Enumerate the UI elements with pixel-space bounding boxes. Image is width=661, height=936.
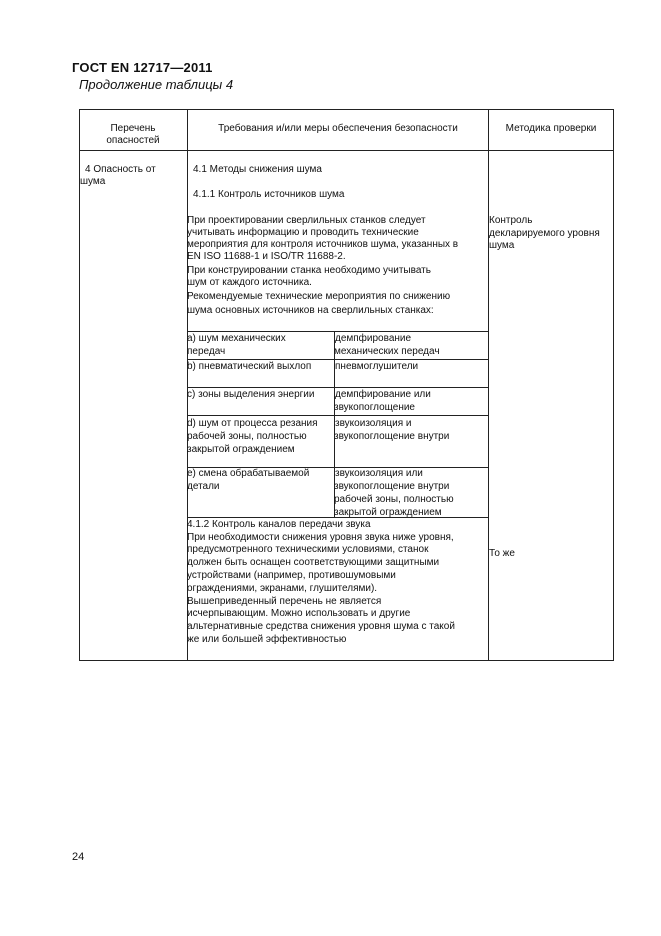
method-text: шума bbox=[489, 240, 515, 251]
page-number: 24 bbox=[72, 851, 85, 863]
table-header-divider bbox=[79, 150, 614, 151]
paragraph-line: ограждениями, экранами, глушителями). bbox=[187, 583, 378, 594]
section-heading-4-1-2: 4.1.2 Контроль каналов передачи звука bbox=[187, 519, 371, 530]
noise-measure: механических передач bbox=[334, 346, 440, 357]
paragraph-line: EN ISO 11688-1 и ISO/TR 11688-2. bbox=[187, 251, 346, 262]
section-heading-4-1: 4.1 Методы снижения шума bbox=[193, 164, 322, 175]
method-text: То же bbox=[489, 548, 515, 559]
document-title: ГОСТ EN 12717—2011 bbox=[72, 60, 213, 75]
noise-measure: закрытой ограждением bbox=[334, 507, 442, 518]
method-text: Контроль bbox=[489, 215, 533, 226]
noise-source: е) смена обрабатываемой bbox=[187, 468, 310, 479]
paragraph-line: шум от каждого источника. bbox=[187, 277, 312, 288]
paragraph-line: Рекомендуемые технические мероприятия по снижению bbox=[187, 291, 451, 302]
column-divider-2 bbox=[488, 109, 489, 661]
paragraph-line: альтернативные средства снижения уровня шума с такой bbox=[187, 621, 455, 632]
subtable-line bbox=[187, 331, 488, 332]
noise-measure: демпфирование или bbox=[335, 389, 431, 400]
paragraph-line: учитывать информацию и проводить технические bbox=[187, 227, 419, 238]
noise-measure: звукопоглощение внутри bbox=[334, 481, 450, 492]
table-border-bottom bbox=[79, 660, 614, 661]
hazard-name-cont: шума bbox=[80, 176, 106, 187]
noise-measure: звукопоглощение bbox=[334, 402, 415, 413]
noise-measure: звукопоглощение внутри bbox=[334, 431, 450, 442]
table-continuation-caption: Продолжение таблицы 4 bbox=[79, 77, 234, 92]
noise-source: закрытой ограждением bbox=[187, 444, 295, 455]
paragraph-line: исчерпывающим. Можно использовать и другие bbox=[187, 608, 411, 619]
noise-measure: пневмоглушители bbox=[335, 361, 419, 372]
noise-source: d) шум от процесса резания bbox=[187, 418, 318, 429]
hazard-name: 4 Опасность от bbox=[85, 164, 156, 175]
table-border-left bbox=[79, 109, 80, 661]
paragraph-line: При проектировании сверлильных станков следует bbox=[187, 215, 426, 226]
table-border-top bbox=[79, 109, 614, 110]
method-text: декларируемого уровня bbox=[489, 228, 600, 239]
paragraph-line: же или большей эффективностью bbox=[187, 634, 347, 645]
column-header-method: Методика проверки bbox=[505, 123, 597, 134]
paragraph-line: устройствами (например, противошумовыми bbox=[187, 570, 396, 581]
subtable-line bbox=[187, 415, 488, 416]
paragraph-line: шума основных источников на сверлильных станках: bbox=[187, 305, 434, 316]
noise-source: а) шум механических bbox=[187, 333, 286, 344]
subtable-line bbox=[187, 387, 488, 388]
noise-measure: демпфирование bbox=[335, 333, 412, 344]
table-border-right bbox=[613, 109, 614, 661]
noise-source: b) пневматический выхлоп bbox=[187, 361, 312, 372]
paragraph-line: мероприятия для контроля источников шума, указанных в bbox=[187, 239, 459, 250]
noise-source: детали bbox=[187, 481, 220, 492]
noise-source: передач bbox=[187, 346, 226, 357]
noise-source: рабочей зоны, полностью bbox=[187, 431, 307, 442]
paragraph-line: Вышеприведенный перечень не является bbox=[187, 596, 382, 607]
paragraph-line: предусмотренного техническими условиями, станок bbox=[187, 544, 429, 555]
column-header-hazards: Перечень опасностей bbox=[106, 123, 160, 147]
noise-measure: звукоизоляция и bbox=[335, 418, 412, 429]
noise-measure: звукоизоляция или bbox=[335, 468, 423, 479]
section-heading-4-1-1: 4.1.1 Контроль источников шума bbox=[193, 189, 345, 200]
paragraph-line: должен быть оснащен соответствующими защитными bbox=[187, 557, 440, 568]
paragraph-line: При конструировании станка необходимо учитывать bbox=[187, 265, 431, 276]
column-header-requirements: Требования и/или меры обеспечения безопасности bbox=[218, 123, 458, 134]
noise-source: с) зоны выделения энергии bbox=[187, 389, 315, 400]
subtable-line bbox=[187, 359, 488, 360]
noise-measure: рабочей зоны, полностью bbox=[334, 494, 454, 505]
paragraph-line: При необходимости снижения уровня звука ниже уровня, bbox=[187, 532, 454, 543]
